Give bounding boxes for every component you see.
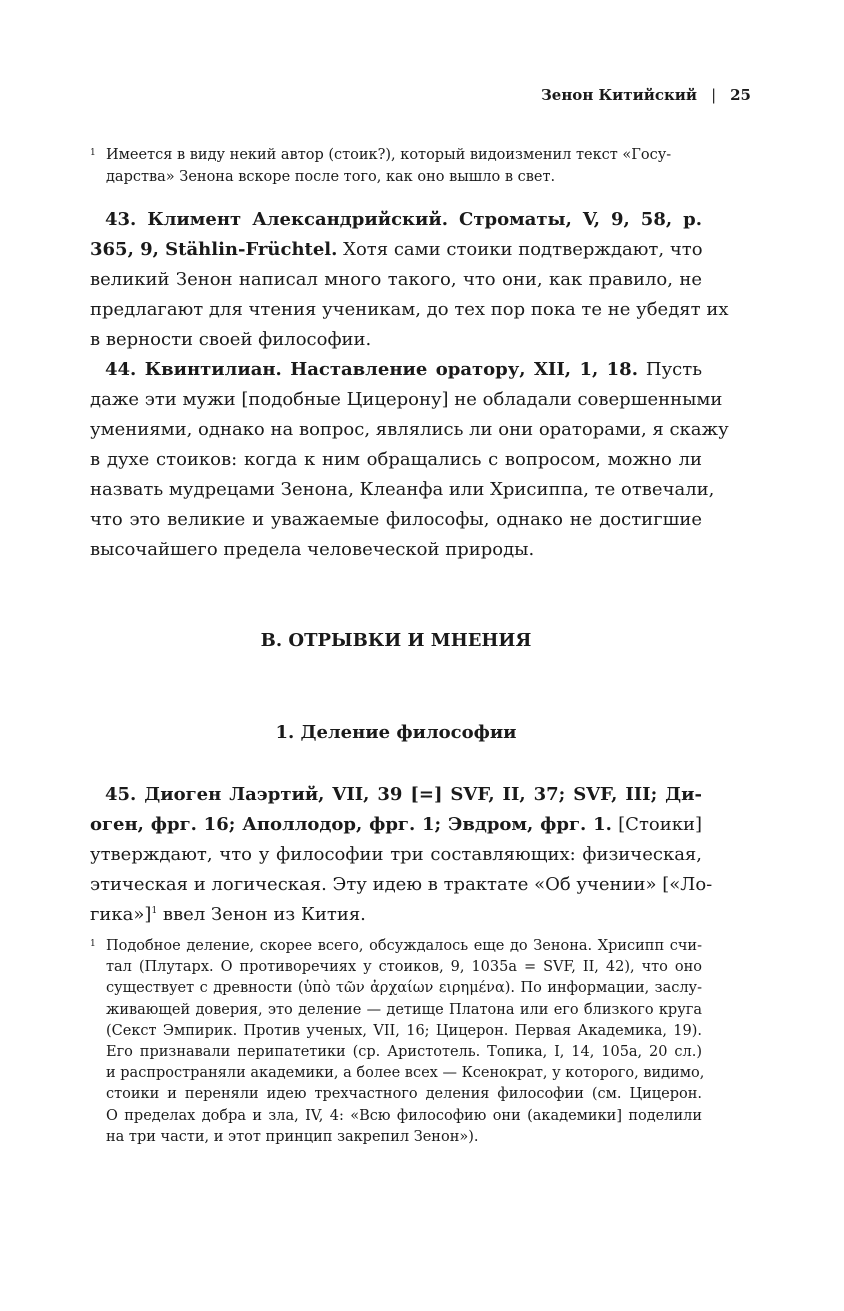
page-number: 25 xyxy=(730,86,751,104)
header-title: Зенон Китийский xyxy=(540,86,698,104)
paragraph-text: великий Зенон написал много такого, что они, как правило, не xyxy=(90,269,702,290)
paragraph-text: назвать мудрецами Зенона, Клеанфа или Хрисиппа, те отвечали, xyxy=(90,479,715,500)
footnote-top xyxy=(90,144,702,188)
paragraph-text: в духе стоиков: когда к ним обращались с вопросом, можно ли xyxy=(90,449,702,470)
source-citation: 45. Диоген Лаэртий, VII, 39 [=] SVF, II, 37; SVF, III; Ди- xyxy=(105,784,702,805)
paragraph-text: этическая и логическая. Эту идею в трактате «Об учении» [«Ло- xyxy=(90,874,713,895)
source-citation: 365, 9, Stählin-Früchtel. xyxy=(90,239,338,260)
footnote-line: тал (Плутарх. О противоречиях у стоиков, 9, 1035a = SVF, II, 42), что оно xyxy=(106,959,702,976)
footnote-mark: 1 xyxy=(90,148,96,158)
paragraph-text: ввел Зенон из Кития. xyxy=(157,904,366,925)
footnote-line: Подобное деление, скорее всего, обсуждалось еще до Зенона. Хрисипп счи- xyxy=(106,938,702,954)
footnote-line: О пределах добра и зла, IV, 4: «Всю философию они (академики] поделили xyxy=(106,1107,702,1124)
paragraph-text: умениями, однако на вопрос, являлись ли они ораторами, я скажу xyxy=(90,419,729,440)
paragraph-text: в верности своей философии. xyxy=(90,329,372,350)
paragraph-text: высочайшего предела человеческой природы. xyxy=(90,539,535,560)
footnote-line: и распространяли академики, а более всех — Ксенократ, у которого, видимо, xyxy=(106,1065,705,1082)
footnote-line: существует с древности (ὑπὸ τῶν ἀρχαίων ειρημένα). По информации, заслу- xyxy=(106,980,702,997)
footnote-line: (Секст Эмпирик. Против ученых, VII, 16; Цицерон. Первая Академика, 19). xyxy=(106,1022,702,1039)
subsection-heading: 1. Деление философии xyxy=(275,722,517,743)
paragraph-text: Хотя сами стоики подтверждают, что xyxy=(337,239,703,260)
paragraph-text: [Стоики] xyxy=(611,814,703,835)
paragraph-text: Пусть xyxy=(637,359,702,380)
paragraph-44 xyxy=(90,355,729,565)
header-separator: | xyxy=(711,86,717,104)
paragraph-text: даже эти мужи [подобные Цицерону] не обладали совершенными xyxy=(90,389,723,410)
footnote-bottom xyxy=(90,936,705,1148)
paragraph-text: что это великие и уважаемые философы, однако не достигшие xyxy=(90,509,702,530)
source-citation: 44. Квинтилиан. Наставление оратору, XII, 1, 18. xyxy=(105,359,638,380)
footnote-mark: 1 xyxy=(90,939,96,949)
section-heading: B. ОТРЫВКИ И МНЕНИЯ xyxy=(260,630,532,651)
paragraph-43 xyxy=(90,205,729,355)
footnote-line: Имеется в виду некий автор (стоик?), который видоизменил текст «Госу- xyxy=(106,147,672,163)
footnote-line: живающей доверия, это деление — детище Платона или его близкого круга xyxy=(106,1001,702,1018)
footnote-line: Его признавали перипатетики (ср. Аристотель. Топика, I, 14, 105a, 20 сл.) xyxy=(106,1044,702,1061)
paragraph-text: утверждают, что у философии три составляющих: физическая, xyxy=(90,844,702,865)
paragraph-45 xyxy=(90,780,713,930)
paragraph-text: предлагают для чтения ученикам, до тех пор пока те не убедят их xyxy=(90,299,729,320)
running-header xyxy=(541,86,751,104)
footnote-line: дарства» Зенона вскоре после того, как оно вышло в свет. xyxy=(106,169,556,185)
footnote-line: стоики и переняли идею трехчастного деления философии (см. Цицерон. xyxy=(106,1086,702,1103)
paragraph-text: гика»] xyxy=(90,904,152,925)
source-citation: 43. Климент Александрийский. Строматы, V, 9, 58, р. xyxy=(105,209,702,230)
footnote-reference: 1 xyxy=(151,906,158,916)
source-citation: оген, фрг. 16; Аполлодор, фрг. 1; Эвдром, фрг. 1. xyxy=(90,814,612,835)
footnote-line: на три части, и этот принцип закрепил Зенон»). xyxy=(106,1128,479,1145)
